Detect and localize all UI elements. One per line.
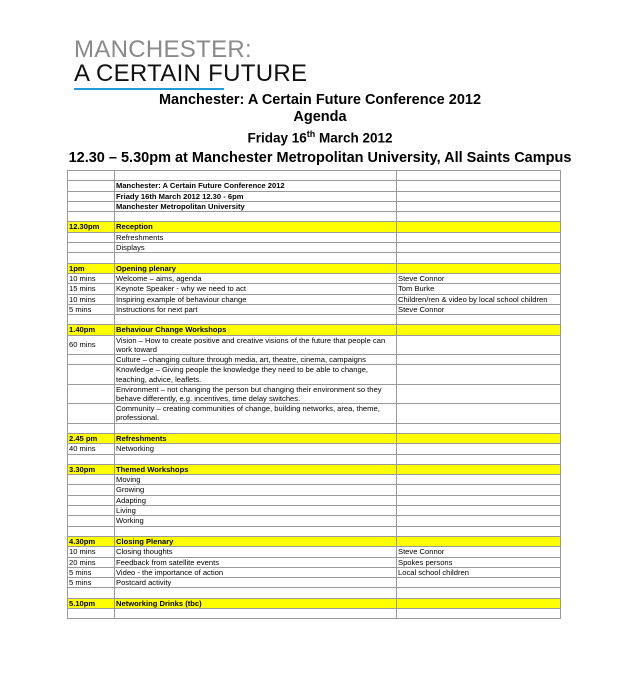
table-row (68, 609, 561, 619)
info-line: Manchester Metropolitan University (115, 201, 397, 211)
duration: 10 mins (68, 547, 115, 557)
table-row (68, 315, 561, 325)
section-time: 1pm (68, 263, 115, 273)
agenda-item: Growing (115, 485, 397, 495)
duration: 15 mins (68, 284, 115, 294)
presenter: Steve Connor (397, 547, 561, 557)
table-row (68, 506, 561, 516)
table-row (68, 304, 561, 314)
table-row (68, 454, 561, 464)
presenter: Spokes persons (397, 557, 561, 567)
document-venue: 12.30 – 5.30pm at Manchester Metropolitan University, All Saints Campus (68, 149, 572, 166)
agenda-item: Inspiring example of behaviour change (115, 294, 397, 304)
section-title: Networking Drinks (tbc) (115, 598, 397, 608)
table-row (68, 557, 561, 567)
agenda-item: Instructions for next part (115, 304, 397, 314)
section-header-row (68, 325, 561, 335)
presenter: Steve Connor (397, 304, 561, 314)
table-row (68, 294, 561, 304)
presenter: Tom Burke (397, 284, 561, 294)
table-row (68, 212, 561, 222)
section-time: 3.30pm (68, 464, 115, 474)
agenda-item: Video - the importance of action (115, 567, 397, 577)
table-row (68, 284, 561, 294)
duration: 5 mins (68, 567, 115, 577)
agenda-item: Vision – How to create positive and creative visions of the future that people can work toward (115, 335, 397, 354)
presenter: Local school children (397, 567, 561, 577)
agenda-item: Welcome – aims, agenda (115, 273, 397, 283)
duration: 40 mins (68, 444, 115, 454)
table-row (68, 355, 561, 365)
table-row (68, 191, 561, 201)
section-header-row (68, 598, 561, 608)
info-line: Manchester: A Certain Future Conference 2012 (115, 181, 397, 191)
agenda-item: Environment – not changing the person but changing their environment so they behave differently, e.g. incentives, time delay switches. (115, 384, 397, 403)
agenda-item: Knowledge – Giving people the knowledge they need to be able to change, teaching, advice, leaflets. (115, 365, 397, 384)
table-row (68, 444, 561, 454)
agenda-item: Moving (115, 475, 397, 485)
section-header-row (68, 433, 561, 443)
section-title: Closing Plenary (115, 536, 397, 546)
section-title: Reception (115, 222, 397, 232)
agenda-item: Networking (115, 444, 397, 454)
section-header-row (68, 222, 561, 232)
table-row (68, 335, 561, 354)
section-header-row (68, 263, 561, 273)
table-row (68, 588, 561, 598)
document-subtitle: Agenda (293, 109, 347, 125)
section-title: Opening plenary (115, 263, 397, 273)
duration: 60 mins (68, 335, 115, 354)
logo-underline (74, 88, 224, 90)
agenda-item: Community – creating communities of change, building networks, area, theme, professional. (115, 404, 397, 423)
section-time: 12.30pm (68, 222, 115, 232)
section-time: 1.40pm (68, 325, 115, 335)
table-row (68, 201, 561, 211)
date-suffix: March 2012 (315, 130, 393, 146)
logo (74, 38, 307, 90)
agenda-item: Culture – changing culture through media, art, theatre, cinema, campaigns (115, 355, 397, 365)
table-row (68, 495, 561, 505)
agenda-item: Feedback from satellite events (115, 557, 397, 567)
agenda-item: Refreshments (115, 232, 397, 242)
table-row (68, 567, 561, 577)
table-row (68, 253, 561, 263)
agenda-item: Postcard activity (115, 578, 397, 588)
duration: 10 mins (68, 273, 115, 283)
table-row (68, 181, 561, 191)
section-title: Refreshments (115, 433, 397, 443)
date-prefix: Friday 16 (247, 130, 307, 146)
logo-line1: MANCHESTER: (74, 36, 252, 63)
presenter (397, 578, 561, 588)
agenda-item: Closing thoughts (115, 547, 397, 557)
agenda-item: Living (115, 506, 397, 516)
table-row (68, 171, 561, 181)
table-row (68, 273, 561, 283)
table-row (68, 365, 561, 384)
logo-line2: A CERTAIN FUTURE (74, 60, 308, 87)
agenda-item: Adapting (115, 495, 397, 505)
agenda-item: Displays (115, 243, 397, 253)
table-row (68, 578, 561, 588)
table-row (68, 526, 561, 536)
table-row (68, 243, 561, 253)
document-date (0, 126, 640, 147)
duration: 5 mins (68, 304, 115, 314)
document-title: Manchester: A Certain Future Conference 2012 (158, 92, 482, 108)
table-row (68, 475, 561, 485)
table-row (68, 384, 561, 403)
duration: 10 mins (68, 294, 115, 304)
presenter: Children/ren & video by local school children (397, 294, 561, 304)
section-title: Themed Workshops (115, 464, 397, 474)
section-time: 4.30pm (68, 536, 115, 546)
agenda-table (67, 170, 561, 619)
section-header-row (68, 464, 561, 474)
section-time: 2.45 pm (68, 433, 115, 443)
duration: 20 mins (68, 557, 115, 567)
duration: 5 mins (68, 578, 115, 588)
presenter: Steve Connor (397, 273, 561, 283)
agenda-item: Keynote Speaker - why we need to act (115, 284, 397, 294)
table-row (68, 547, 561, 557)
section-time: 5.10pm (68, 598, 115, 608)
date-sup: th (306, 129, 316, 139)
table-row (68, 404, 561, 423)
table-row (68, 516, 561, 526)
table-row (68, 423, 561, 433)
info-line: Friady 16th March 2012 12.30 - 6pm (115, 191, 397, 201)
section-title: Behaviour Change Workshops (115, 325, 397, 335)
section-header-row (68, 536, 561, 546)
table-row (68, 485, 561, 495)
agenda-item: Working (115, 516, 397, 526)
table-row (68, 232, 561, 242)
document-header (0, 92, 640, 167)
